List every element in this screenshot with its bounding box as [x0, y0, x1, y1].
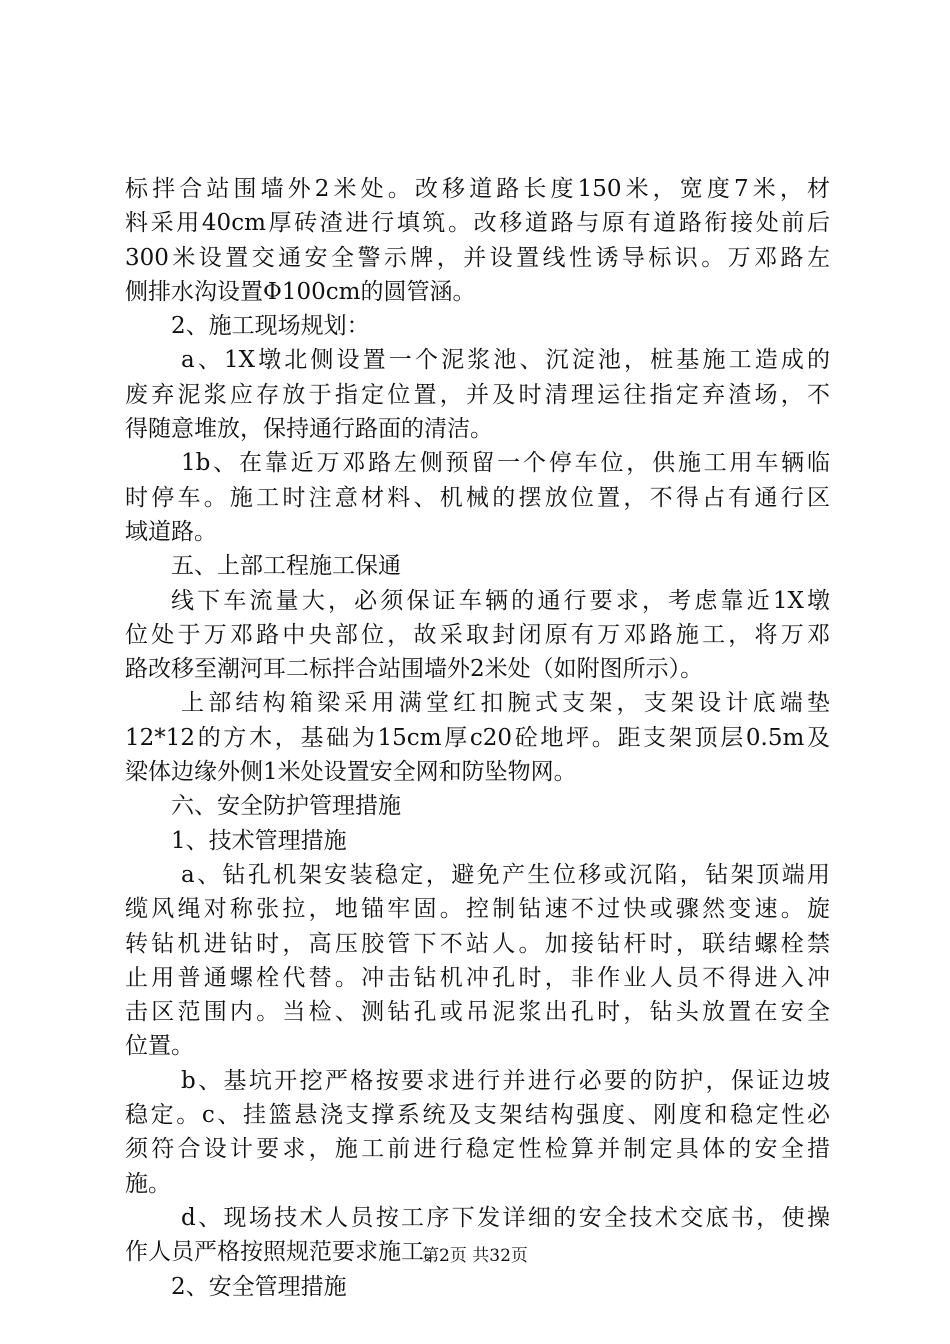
text-line: 转钻机进钻时，高压胶管下不站人。加接钻杆时，联结螺栓禁 [125, 930, 830, 957]
section-heading: 2、施工现场规划： [171, 313, 370, 340]
section-heading: 五、上部工程施工保通 [171, 553, 401, 580]
text-line: 止用普通螺栓代替。冲击钻机冲孔时，非作业人员不得进入冲 [125, 964, 830, 991]
page-number-footer: 第2页 共32页 [422, 1246, 528, 1266]
text-line: 12*12的方木，基础为15cm厚c20砼地坪。距支架顶层0.5m及 [125, 724, 830, 751]
text-line: 缆风绳对称张拉，地锚牢固。控制钻速不过快或骤然变速。旋 [125, 896, 830, 923]
text-line: 路改移至潮河耳二标拌合站围墙外2米处（如附图所示）。 [125, 656, 704, 683]
text-line: 上部结构箱梁采用满堂红扣腕式支架，支架设计底端垫 [181, 690, 830, 717]
text-line: a、钻孔机架安装稳定，避免产生位移或沉陷，钻架顶端用 [181, 861, 830, 888]
section-heading: 1、技术管理措施 [171, 827, 347, 854]
text-line: 300米设置交通安全警示牌，并设置线性诱导标识。万邓路左 [125, 244, 830, 271]
text-line: 施。 [125, 1170, 171, 1197]
text-line: 须符合设计要求，施工前进行稳定性检算并制定具体的安全措 [125, 1136, 830, 1163]
text-line: 得随意堆放，保持通行路面的清洁。 [125, 416, 493, 443]
text-line: 1b、在靠近万邓路左侧预留一个停车位，供施工用车辆临 [181, 450, 830, 477]
text-line: d、现场技术人员按工序下发详细的安全技术交底书，使操 [181, 1204, 830, 1231]
text-line: 料采用40cm厚砖渣进行填筑。改移道路与原有道路衔接处前后 [125, 210, 830, 237]
text-line: 位处于万邓路中央部位，故采取封闭原有万邓路施工，将万邓 [125, 621, 830, 648]
text-line: 废弃泥浆应存放于指定位置，并及时清理运往指定弃渣场，不 [125, 381, 830, 408]
section-heading: 2、安全管理措施 [171, 1273, 347, 1300]
text-line: 稳定。c、挂篮悬浇支撑系统及支架结构强度、刚度和稳定性必 [125, 1102, 830, 1129]
text-line: 域道路。 [125, 518, 217, 545]
text-line: 梁体边缘外侧1米处设置安全网和防坠物网。 [125, 759, 577, 786]
document-body [125, 172, 830, 1304]
section-heading: 六、安全防护管理措施 [171, 793, 401, 820]
text-line: 时停车。施工时注意材料、机械的摆放位置，不得占有通行区 [125, 484, 830, 511]
text-line: b、基坑开挖严格按要求进行并进行必要的防护，保证边坡 [181, 1067, 830, 1094]
text-line: 击区范围内。当检、测钻孔或吊泥浆出孔时，钻头放置在安全 [125, 999, 830, 1026]
text-line: 标拌合站围墙外2米处。改移道路长度150米，宽度7米，材 [125, 176, 830, 202]
text-line: 侧排水沟设置Φ100cm的圆管涵。 [125, 278, 476, 305]
text-line: 作人员严格按照规范要求施工。 [125, 1239, 447, 1266]
text-line: 线下车流量大，必须保证车辆的通行要求，考虑靠近1X墩 [171, 587, 830, 614]
text-line: a、1X墩北侧设置一个泥浆池、沉淀池，桩基施工造成的 [181, 347, 830, 374]
text-line: 位置。 [125, 1033, 194, 1060]
